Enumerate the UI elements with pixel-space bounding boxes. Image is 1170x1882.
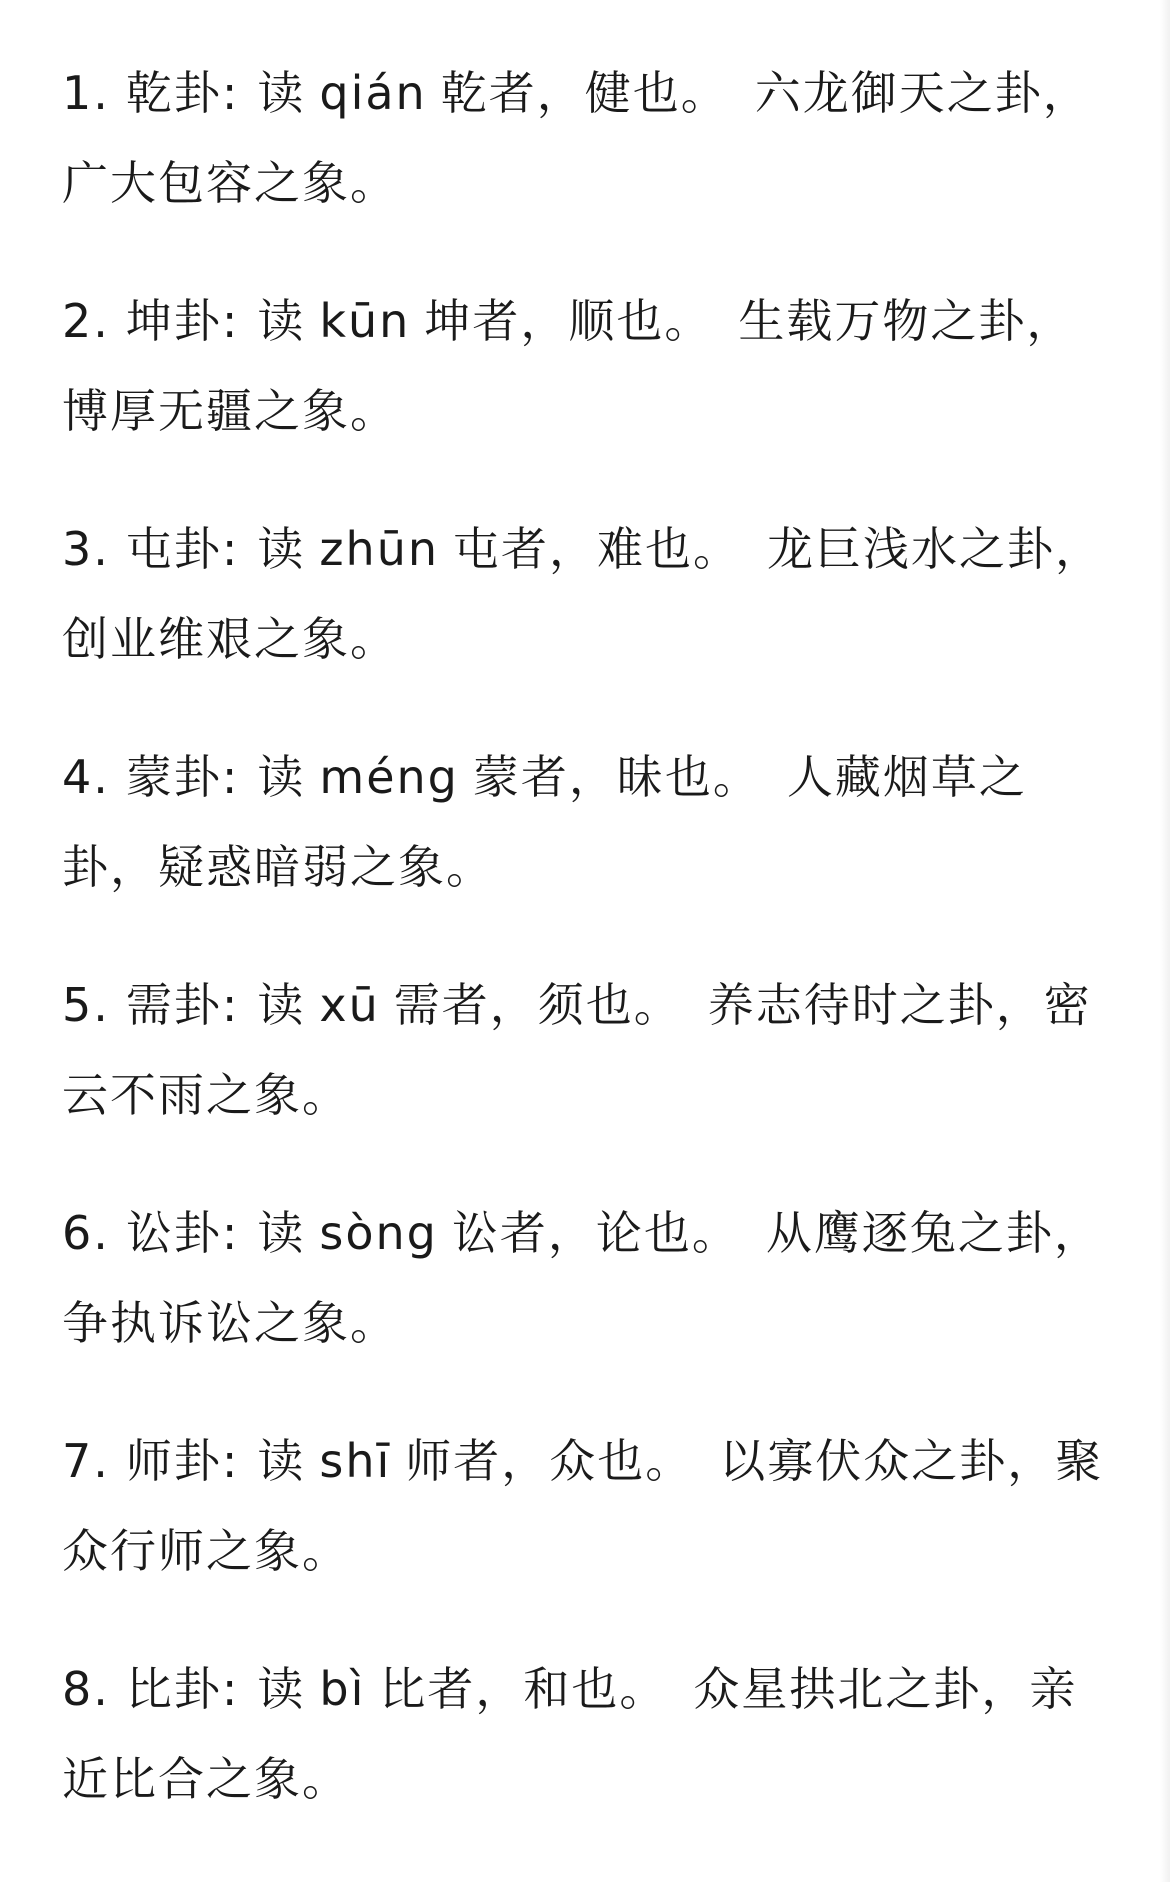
pinyin: kūn xyxy=(319,294,411,348)
pinyin: xū xyxy=(319,978,380,1032)
list-item xyxy=(62,48,1112,228)
description: 六龙御天之卦，广大包容之象。 xyxy=(62,66,1091,210)
hexagram-name: 师卦: xyxy=(125,1434,240,1488)
gloss: 乾者，健也。 xyxy=(440,66,729,120)
pinyin: zhūn xyxy=(319,522,439,576)
description: 养志待时之卦，密云不雨之象。 xyxy=(62,978,1092,1122)
list-item xyxy=(62,276,1112,456)
read-label: 读 xyxy=(257,66,306,120)
hexagram-name: 需卦: xyxy=(125,978,240,1032)
item-number: 5. xyxy=(62,978,110,1032)
gloss: 屯者，难也。 xyxy=(453,522,741,576)
item-number: 3. xyxy=(62,522,110,576)
item-number: 8. xyxy=(62,1662,110,1716)
pinyin: qián xyxy=(319,66,427,120)
gloss: 需者，须也。 xyxy=(393,978,682,1032)
pinyin: bì xyxy=(319,1662,366,1716)
hexagram-name: 乾卦: xyxy=(125,66,240,120)
read-label: 读 xyxy=(257,1662,306,1716)
read-label: 读 xyxy=(257,750,306,804)
hexagram-name: 坤卦: xyxy=(125,294,240,348)
gloss: 比者，和也。 xyxy=(379,1662,668,1716)
description: 众星拱北之卦，亲近比合之象。 xyxy=(62,1662,1078,1806)
description: 人藏烟草之卦，疑惑暗弱之象。 xyxy=(62,750,1027,894)
hexagram-name: 屯卦: xyxy=(125,522,240,576)
list-item xyxy=(62,732,1112,912)
list-item xyxy=(62,504,1112,684)
description: 从鹰逐兔之卦，争执诉讼之象。 xyxy=(62,1206,1102,1350)
scroll-edge xyxy=(1160,0,1170,1882)
read-label: 读 xyxy=(257,294,306,348)
list-item xyxy=(62,1644,1112,1824)
item-number: 6. xyxy=(62,1206,110,1260)
item-number: 2. xyxy=(62,294,110,348)
gloss: 蒙者，昧也。 xyxy=(472,750,761,804)
gloss: 讼者，论也。 xyxy=(451,1206,740,1260)
list-item xyxy=(62,960,1112,1140)
list-item xyxy=(62,1188,1112,1368)
item-number: 7. xyxy=(62,1434,110,1488)
read-label: 读 xyxy=(257,1206,306,1260)
description: 生载万物之卦，博厚无疆之象。 xyxy=(62,294,1075,438)
gloss: 师者，众也。 xyxy=(405,1434,694,1488)
hexagram-name: 比卦: xyxy=(125,1662,240,1716)
pinyin: sòng xyxy=(319,1206,438,1260)
hexagram-name: 蒙卦: xyxy=(125,750,240,804)
description: 以寡伏众之卦，聚众行师之象。 xyxy=(62,1434,1104,1578)
read-label: 读 xyxy=(257,978,306,1032)
list-item xyxy=(62,1416,1112,1596)
read-label: 读 xyxy=(257,1434,306,1488)
item-number: 4. xyxy=(62,750,110,804)
hexagram-name: 讼卦: xyxy=(125,1206,240,1260)
pinyin: shī xyxy=(319,1434,392,1488)
gloss: 坤者，顺也。 xyxy=(424,294,713,348)
item-number: 1. xyxy=(62,66,110,120)
pinyin: méng xyxy=(319,750,459,804)
read-label: 读 xyxy=(257,522,306,576)
description: 龙巨浅水之卦，创业维艰之象。 xyxy=(62,522,1103,666)
